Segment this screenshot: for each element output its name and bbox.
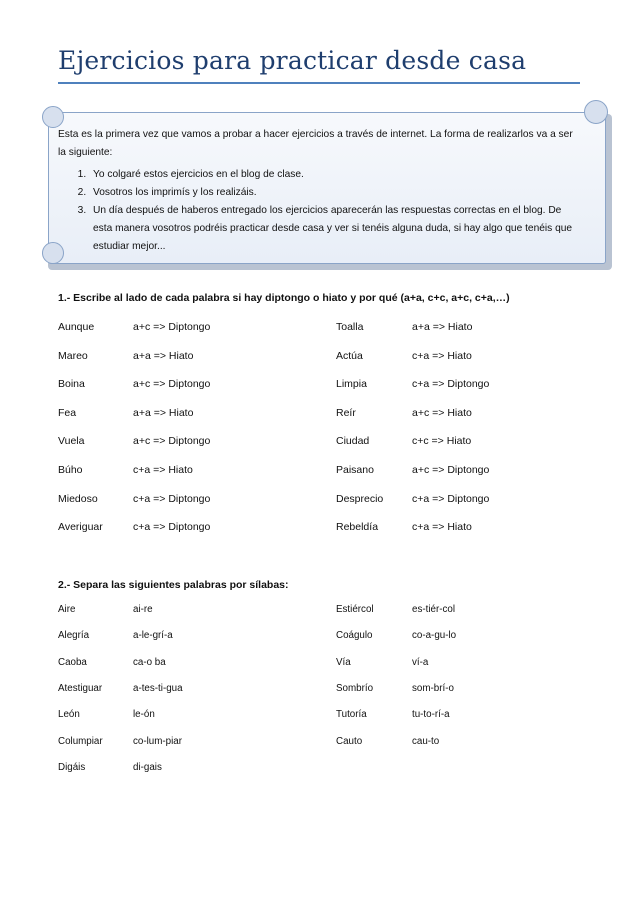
word-cell: Alegría xyxy=(58,630,90,642)
table-row xyxy=(58,762,578,780)
answer-cell: co-lum-piar xyxy=(133,735,182,747)
word-cell: Aunque xyxy=(58,321,95,333)
table-row xyxy=(58,736,578,754)
word-cell: Columpiar xyxy=(58,735,103,747)
answer-cell: di-gais xyxy=(133,761,162,773)
word-cell: Atestiguar xyxy=(58,682,103,694)
intro-step: 1. Yo colgaré estos ejercicios en el blog de clase. xyxy=(89,166,578,184)
table-row xyxy=(58,683,578,701)
answer-cell: a-tes-ti-gua xyxy=(133,682,183,694)
word-cell: Vía xyxy=(336,656,351,668)
word-cell: Paisano xyxy=(336,464,374,476)
answer-cell: c+a => Hiato xyxy=(412,349,472,362)
scroll-curl-icon xyxy=(584,100,608,124)
answer-cell: ví-a xyxy=(412,656,429,668)
answer-cell: a+c => Diptongo xyxy=(133,378,211,391)
table-row xyxy=(58,378,578,398)
word-cell: Cauto xyxy=(336,735,363,747)
exercise1-title: 1.- Escribe al lado de cada palabra si hay diptongo o hiato y por qué (a+a, c+c, a+c, c+a,…) xyxy=(58,292,510,304)
table-row xyxy=(58,493,578,513)
answer-cell: a+c => Diptongo xyxy=(133,321,211,333)
table-row xyxy=(58,521,578,541)
table-row xyxy=(58,630,578,648)
word-cell: Reír xyxy=(336,406,356,419)
intro-step: 2. Vosotros los imprimís y los realizáis. xyxy=(89,184,578,202)
answer-cell: c+c => Hiato xyxy=(412,435,472,448)
exercise2-title: 2.- Separa las siguientes palabras por sílabas: xyxy=(58,579,289,591)
word-cell: Boina xyxy=(58,378,85,391)
word-cell: Fea xyxy=(58,406,77,419)
intro-paragraph: Esta es la primera vez que vamos a probar a hacer ejercicios a través de internet. La forma de realizarlos va a ser la siguiente: xyxy=(58,129,573,158)
answer-cell: a+a => Hiato xyxy=(133,349,194,362)
table-row xyxy=(58,709,578,727)
word-cell: Caoba xyxy=(58,656,87,668)
answer-cell: c+a => Diptongo xyxy=(412,378,490,391)
answer-cell: tu-to-rí-a xyxy=(412,709,450,721)
answer-cell: a+a => Hiato xyxy=(133,406,194,419)
table-row xyxy=(58,407,578,427)
table-row xyxy=(58,604,578,622)
answer-cell: a+c => Hiato xyxy=(412,406,472,419)
answer-cell: c+a => Hiato xyxy=(412,521,472,534)
answer-cell: c+a => Diptongo xyxy=(133,521,211,534)
table-row xyxy=(58,464,578,484)
title-underline xyxy=(58,82,580,84)
word-cell: Desprecio xyxy=(336,492,384,505)
word-cell: Miedoso xyxy=(58,492,98,505)
answer-cell: a+c => Diptongo xyxy=(133,435,211,448)
answer-cell: a+a => Hiato xyxy=(412,321,473,333)
answer-cell: ca-o ba xyxy=(133,656,166,668)
answer-cell: c+a => Diptongo xyxy=(133,492,211,505)
word-cell: Mareo xyxy=(58,349,88,362)
word-cell: Digáis xyxy=(58,761,86,773)
word-cell: Aire xyxy=(58,604,76,615)
answer-cell: c+a => Hiato xyxy=(133,464,193,476)
word-cell: Estiércol xyxy=(336,604,374,615)
word-cell: Actúa xyxy=(336,349,363,362)
answer-cell: ai-re xyxy=(133,604,153,615)
table-row xyxy=(58,657,578,675)
word-cell: Toalla xyxy=(336,321,364,333)
answer-cell: som-brí-o xyxy=(412,682,454,694)
page-title: Ejercicios para practicar desde casa xyxy=(58,46,527,75)
word-cell: Averiguar xyxy=(58,521,103,534)
table-row xyxy=(58,350,578,370)
word-cell: Vuela xyxy=(58,435,85,448)
answer-cell: es-tiér-col xyxy=(412,604,456,615)
answer-cell: a-le-grí-a xyxy=(133,630,173,642)
word-cell: Sombrío xyxy=(336,682,374,694)
intro-steps-list xyxy=(58,166,578,256)
word-cell: Búho xyxy=(58,464,83,476)
word-cell: Tutoría xyxy=(336,709,367,721)
answer-cell: a+c => Diptongo xyxy=(412,464,490,476)
answer-cell: cau-to xyxy=(412,735,440,747)
word-cell: Limpia xyxy=(336,378,367,391)
word-cell: Coágulo xyxy=(336,630,373,642)
intro-text-block xyxy=(58,126,578,256)
answer-cell: le-ón xyxy=(133,709,155,721)
scroll-curl-icon xyxy=(42,106,64,128)
answer-cell: co-a-gu-lo xyxy=(412,630,457,642)
table-row xyxy=(58,321,578,341)
word-cell: Rebeldía xyxy=(336,521,379,534)
answer-cell: c+a => Diptongo xyxy=(412,492,490,505)
table-row xyxy=(58,435,578,455)
word-cell: Ciudad xyxy=(336,435,370,448)
word-cell: León xyxy=(58,709,80,721)
intro-step: 3. Un día después de haberos entregado los ejercicios aparecerán las respuestas correctas en el blog. De esta manera vosotros podréis practicar desde casa y ver si tenéis alguna duda, si hay algo que tenéis que estudiar mejor... xyxy=(89,202,578,256)
